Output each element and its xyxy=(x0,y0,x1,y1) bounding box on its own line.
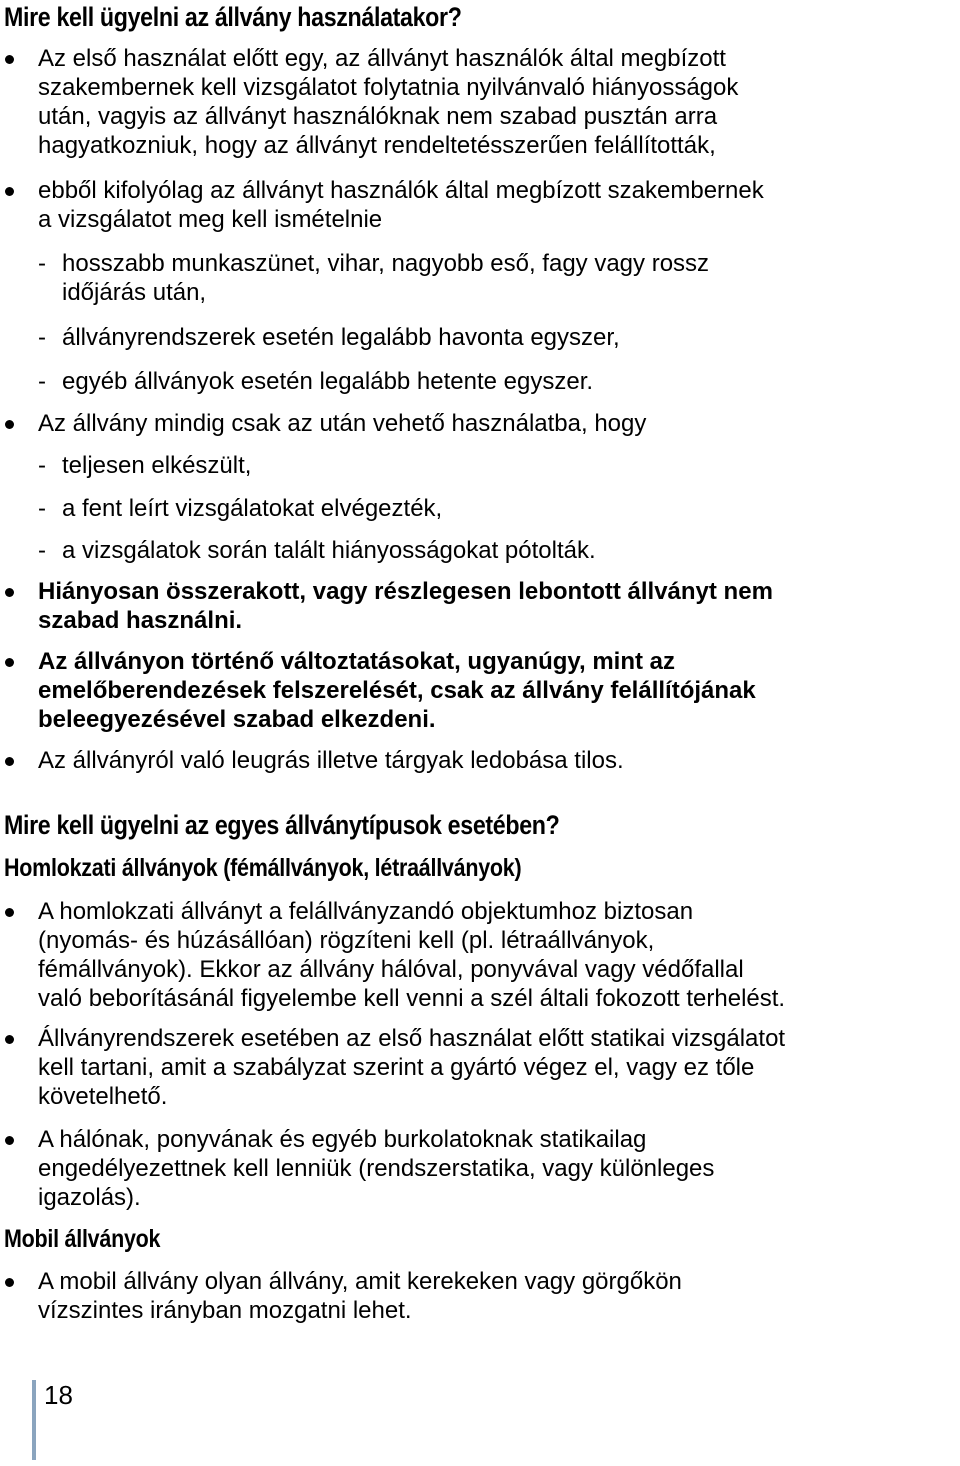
sub-list-item-text: a fent leírt vizsgálatokat elvégezték, xyxy=(62,495,443,522)
bullet-icon xyxy=(5,1136,14,1145)
sub-list-item-text: teljesen elkészült, xyxy=(62,452,252,479)
bullet-icon xyxy=(5,187,14,196)
section-heading-usage: Mire kell ügyelni az állvány használatakor? xyxy=(4,2,462,32)
dash-icon: - xyxy=(38,368,46,395)
sub-list-item-text: a vizsgálatok során talált hiányosságokat pótolták. xyxy=(62,537,596,564)
bullet-icon xyxy=(5,588,14,597)
list-item-text: ebből kifolyólag az állványt használók által megbízott szakembernek a vizsgálatot meg kell ismételnie xyxy=(38,177,764,233)
bullet-icon xyxy=(5,908,14,917)
list-item-text: A mobil állvány olyan állvány, amit kerekeken vagy görgőkön vízszintes irányban mozgatni lehet. xyxy=(38,1268,682,1324)
bullet-icon xyxy=(5,757,14,766)
dash-icon: - xyxy=(38,250,46,277)
section-heading-types: Mire kell ügyelni az egyes állványtípusok esetében? xyxy=(4,810,560,840)
bullet-icon xyxy=(5,55,14,64)
bullet-icon xyxy=(5,1278,14,1287)
list-item-text: A hálónak, ponyvának és egyéb burkolatoknak statikailag engedélyezettnek kell lenniük (rendszerstatika, vagy különleges igazolás). xyxy=(38,1126,715,1211)
bullet-icon xyxy=(5,420,14,429)
list-item-text: Az állványról való leugrás illetve tárgyak ledobása tilos. xyxy=(38,747,624,774)
list-item-text: Az első használat előtt egy, az állványt használók által megbízott szakembernek kell vizsgálatot folytatnia nyilvánvaló hiányosságok után, vagyis az állványt használóknak nem szabad pusztán arra hagyatkozniuk, hogy az állványt rendeltetésszerűen felállították, xyxy=(38,45,739,159)
subheading-facade-scaffolds: Homlokzati állványok (fémállványok, létraállványok) xyxy=(4,854,522,882)
dash-icon: - xyxy=(38,537,46,564)
subheading-mobile-scaffolds: Mobil állványok xyxy=(4,1225,161,1253)
list-item-text: A homlokzati állványt a felállványzandó objektumhoz biztosan (nyomás- és húzásállóan) rögzíteni kell (pl. létraállványok, fémállványok). Ekkor az állvány hálóval, ponyvával vagy védőfallal való beborításánál figyelembe kell venni a szél általi fokozott terhelést. xyxy=(38,898,786,1012)
sub-list-item-text: állványrendszerek esetén legalább havonta egyszer, xyxy=(62,324,620,351)
bullet-icon xyxy=(5,658,14,667)
sub-list-item-text: egyéb állványok esetén legalább hetente egyszer. xyxy=(62,368,594,395)
dash-icon: - xyxy=(38,452,46,479)
dash-icon: - xyxy=(38,324,46,351)
list-item-text: Hiányosan összerakott, vagy részlegesen lebontott állványt nem szabad használni. xyxy=(38,578,773,634)
page-number: 18 xyxy=(44,1380,73,1410)
page-number-bar xyxy=(32,1380,36,1460)
bullet-icon xyxy=(5,1035,14,1044)
list-item-text: Állványrendszerek esetében az első használat előtt statikai vizsgálatot kell tartani, amit a szabályzat szerint a gyártó végez el, vagy ez tőle követelhető. xyxy=(38,1025,786,1110)
list-item-text: Az állvány mindig csak az után vehető használatba, hogy xyxy=(38,410,647,437)
list-item-text: Az állványon történő változtatásokat, ugyanúgy, mint az emelőberendezések felszerelését, csak az állvány felállítójának beleegyezésével szabad elkezdeni. xyxy=(38,648,756,733)
sub-list-item-text: hosszabb munkaszünet, vihar, nagyobb eső, fagy vagy rossz időjárás után, xyxy=(62,250,710,306)
dash-icon: - xyxy=(38,495,46,522)
